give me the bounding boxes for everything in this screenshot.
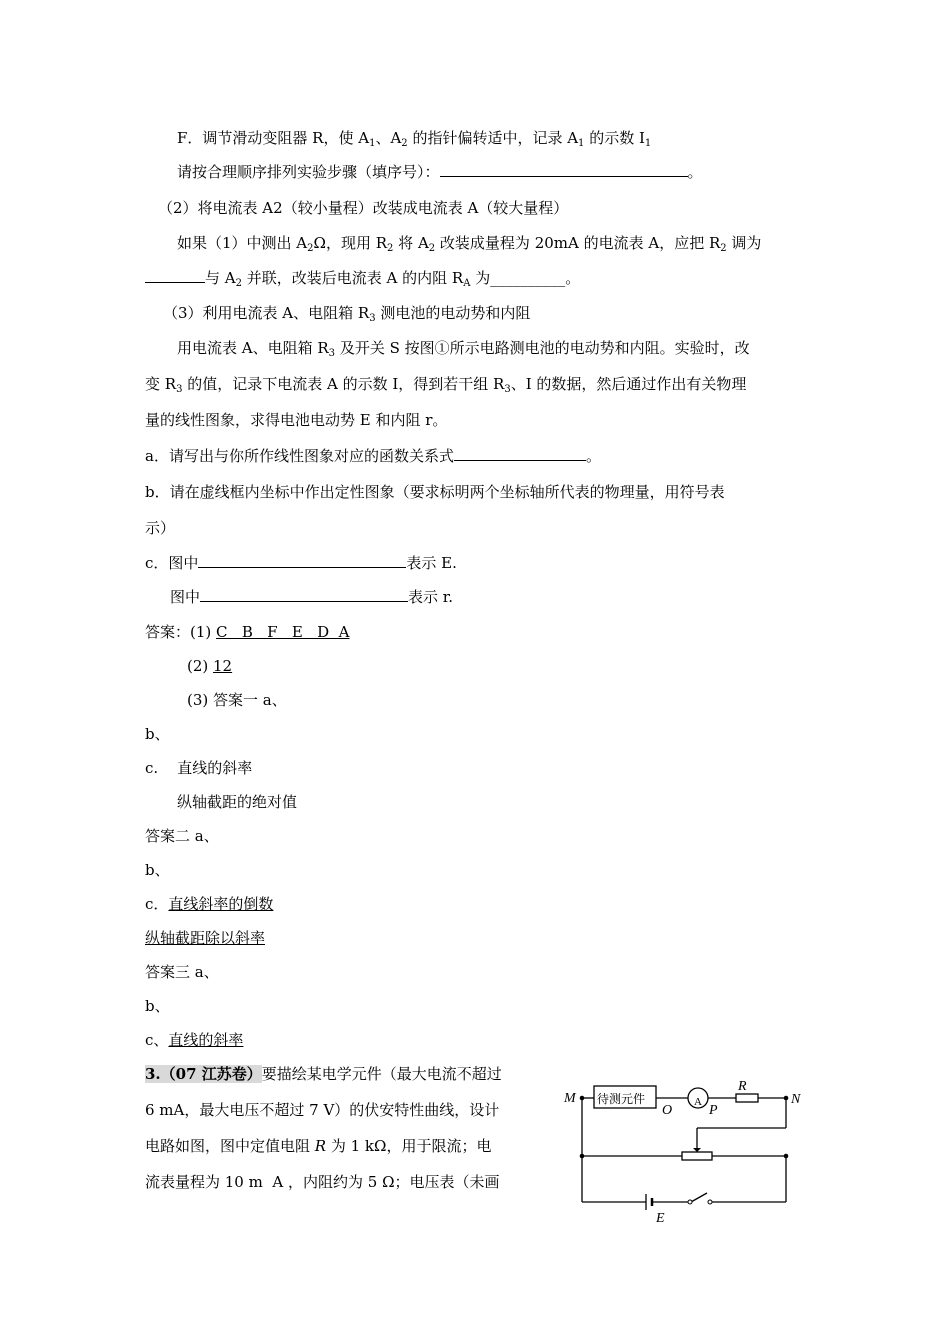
text: R [314,1137,327,1155]
text: c．图中 [145,554,199,572]
text: 纵轴截距的绝对值 [177,793,298,811]
sub: 1 [644,138,652,149]
answer-blank [440,162,688,177]
answer-8 [145,860,170,880]
answer-blank [200,587,408,602]
question-3-line-b [145,374,746,394]
text: 。 [585,447,601,465]
sub: 2 [428,243,436,254]
question-2-line-a [177,233,761,253]
sub: 2 [401,138,408,149]
text: 用电流表 A、电阻箱 R [177,339,329,357]
text: 要描绘某电学元件（最大电流不超过 [261,1065,502,1083]
problem-3-line-2 [145,1100,499,1120]
answer-12 [145,996,170,1016]
question-3-title [163,303,530,323]
text: c. 直线的斜率 [145,759,253,777]
sub: 2 [720,243,727,254]
answer-value: 直线斜率的倒数 [168,895,274,913]
text: 为 1 kΩ，用于限流；电 [326,1137,492,1155]
sub: 1 [578,138,585,149]
item-c-line-2 [170,587,453,607]
text: 将 A [393,234,429,252]
answer-1 [145,622,350,642]
sub: A [463,278,471,289]
text: (3) 答案一 a、 [187,691,287,709]
text: （3）利用电流表 A、电阻箱 R [163,304,370,322]
text: 流表量程为 10 m A ，内阻约为 5 Ω；电压表（未画 [145,1173,500,1191]
text: (2) [187,657,214,675]
answer-3 [187,690,287,710]
answer-2 [187,656,232,676]
text: 调为 [726,234,762,252]
text: （2）将电流表 A2（较小量程）改装成电流表 A（较大量程） [158,199,569,217]
text: 答案二 a、 [145,827,219,845]
sub: 2 [235,278,242,289]
answer-10 [145,928,265,948]
text: 为__________。 [470,269,581,287]
sub: 3 [176,384,183,395]
junction [784,1154,789,1159]
text: 量的线性图象，求得电池电动势 E 和内阻 r。 [145,411,448,429]
text: c、 [145,1031,169,1049]
answer-11 [145,962,219,982]
text: 6 mA，最大电压不超过 7 V）的伏安特性曲线，设计 [145,1101,500,1119]
text: b、 [145,725,170,743]
question-3-line-c [145,410,447,430]
text: b、 [145,861,170,879]
circuit-diagram [560,1072,820,1232]
text: 电路如图，图中定值电阻 [145,1137,315,1155]
text: 并联，改装后电流表 A 的内阻 R [241,269,464,287]
switch-contact [688,1200,692,1204]
text: 的值，记录下电流表 A 的示数 I，得到若干组 R [182,375,505,393]
text: 改装成量程为 20mA 的电流表 A，应把 R [435,234,721,252]
text: 测电池的电动势和内阻 [375,304,531,322]
text: 请按合理顺序排列实验步骤（填序号）： [177,163,440,181]
answer-4 [145,724,170,744]
label-p: P [709,1103,718,1118]
sub: 2 [307,243,314,254]
problem-tag: 3.（07 江苏卷） [145,1065,262,1083]
label-n: N [791,1092,801,1107]
text: 答案：(1) [145,623,217,641]
answer-7 [145,826,219,846]
text: c． [145,895,169,913]
text: F．调节滑动变阻器 R，使 A [177,129,370,147]
sub: 3 [369,313,376,324]
answer-blank [145,268,205,283]
text: 表示 r. [408,588,454,606]
sub: 2 [387,243,394,254]
text: 及开关 S 按图①所示电路测电池的电动势和内阻。实验时，改 [335,339,750,357]
answer-5 [145,758,252,778]
switch-contact [708,1200,712,1204]
problem-3-line-4 [145,1172,500,1192]
text: b、 [145,997,170,1015]
text: 表示 E. [406,554,457,572]
text: 。 [687,163,703,181]
switch-lever [691,1193,707,1202]
step-f-line [177,128,651,148]
text: 与 A [205,269,236,287]
answer-value: 纵轴截距除以斜率 [145,929,266,947]
text: Ω，现用 R [313,234,388,252]
answer-13 [145,1030,243,1050]
label-o: O [662,1103,673,1118]
question-2-title [158,198,568,218]
answer-blank [454,446,586,461]
label-r: R [738,1079,747,1094]
order-line [177,162,703,182]
problem-3-line-1 [145,1064,502,1084]
sub: 3 [328,348,336,359]
text: 的示数 I [584,129,645,147]
answer-blank [198,553,406,568]
text: 如果（1）中测出 A [177,234,308,252]
text: 、I 的数据，然后通过作出有关物理 [510,375,747,393]
item-b-line-1 [145,482,725,502]
text: b．请在虚线框内坐标中作出定性图象（要求标明两个坐标轴所代表的物理量，用符号表 [145,483,725,501]
junction [580,1154,585,1159]
label-m: M [564,1091,576,1106]
question-3-line-a [177,338,750,358]
text: 变 R [145,375,177,393]
resistor-r [736,1094,758,1102]
question-2-line-b [145,268,580,288]
text: a．请写出与你所作线性图象对应的函数关系式 [145,447,454,465]
problem-3-line-3 [145,1136,491,1156]
text: 答案三 a、 [145,963,219,981]
label-e: E [656,1211,665,1226]
answer-value: 直线的斜率 [168,1031,244,1049]
ammeter-label: A [694,1096,702,1108]
text: 、A [375,129,402,147]
node-n [784,1096,789,1101]
text: 的指针偏转适中，记录 A [407,129,579,147]
node-m [580,1096,585,1101]
rheostat [682,1152,712,1160]
text: 图中 [170,588,201,606]
item-a [145,446,601,466]
answer-value: C B F E D A [216,623,350,641]
item-b-line-2 [145,518,175,538]
answer-value: 12 [213,657,233,675]
text: 示） [145,519,176,537]
sub: 1 [369,138,376,149]
answer-6 [177,792,297,812]
item-c-line-1 [145,553,457,573]
sub: 3 [504,384,511,395]
device-label: 待测元件 [597,1092,646,1106]
answer-9 [145,894,273,914]
